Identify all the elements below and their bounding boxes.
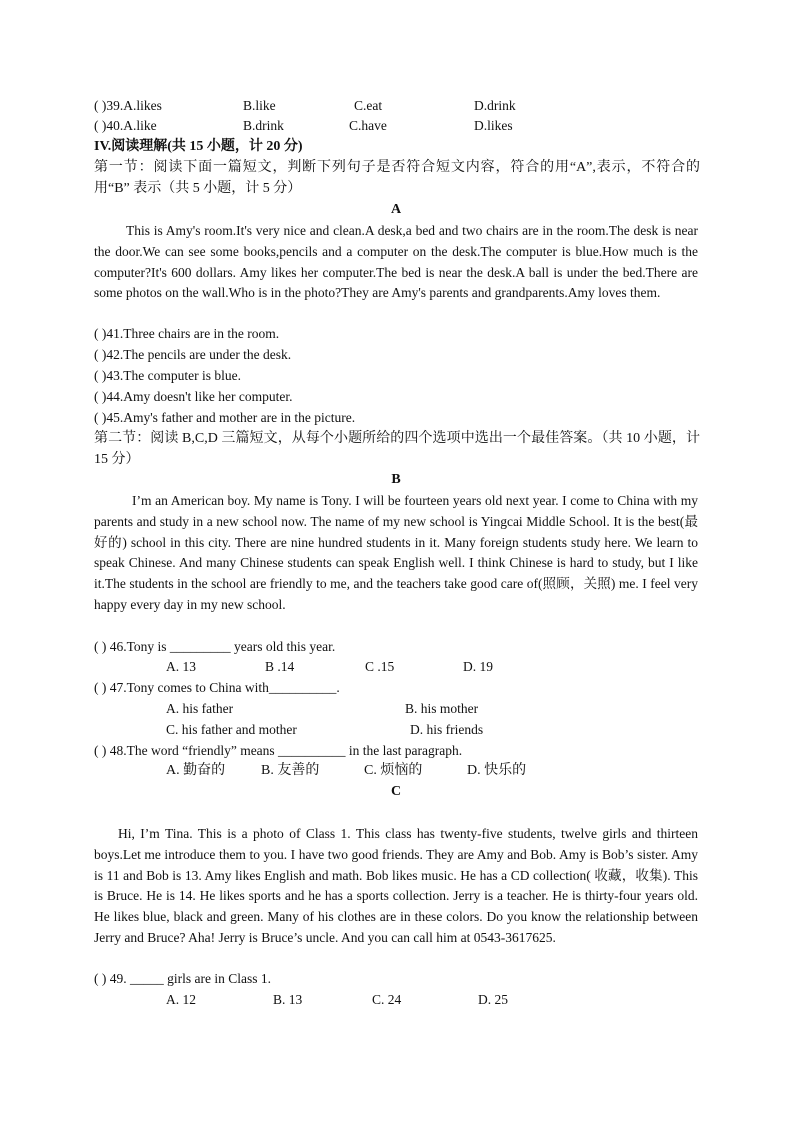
passage-c-label: C bbox=[390, 784, 402, 799]
q49-option-a: A. 12 bbox=[166, 992, 196, 1007]
passage-b-text bbox=[94, 491, 698, 616]
q47-option-d: D. his friends bbox=[410, 722, 484, 737]
section-iv-title: IV.阅读理解(共 15 小题，计 20 分) bbox=[94, 139, 303, 154]
q46-option-d: D. 19 bbox=[463, 659, 493, 674]
question-45: ( )45.Amy's father and mother are in the picture. bbox=[94, 410, 356, 425]
q47-option-b: B. his mother bbox=[405, 701, 479, 716]
q49-option-d: D. 25 bbox=[478, 992, 508, 1007]
passage-a-text bbox=[94, 221, 698, 304]
passage-c-text bbox=[94, 824, 698, 949]
question-40 bbox=[94, 116, 157, 136]
part1-instructions: 第一节：阅读下面一篇短文，判断下列句子是否符合短文内容，符合的用“A”,表示，不符合的用“B” 表示（共 5 小题，计 5 分） bbox=[94, 160, 700, 196]
q49-option-b: B. 13 bbox=[273, 992, 303, 1007]
question-46: ( ) 46.Tony is _________ years old this year. bbox=[94, 639, 336, 654]
q48-option-c: C. 烦恼的 bbox=[364, 763, 423, 778]
q40-stem-option-a: ( )40.A.like bbox=[94, 118, 157, 133]
q40-option-d: D.likes bbox=[474, 118, 513, 133]
q47-option-a: A. his father bbox=[166, 701, 234, 716]
q48-option-a: A. 勤奋的 bbox=[166, 763, 226, 778]
q46-option-b: B .14 bbox=[265, 659, 295, 674]
question-43: ( )43.The computer is blue. bbox=[94, 368, 241, 383]
question-42: ( )42.The pencils are under the desk. bbox=[94, 347, 292, 362]
q39-stem-option-a: ( )39.A.likes bbox=[94, 98, 162, 113]
q40-option-b: B.drink bbox=[243, 118, 284, 133]
passage-a-label: A bbox=[390, 202, 402, 217]
question-41: ( )41.Three chairs are in the room. bbox=[94, 326, 280, 341]
q47-option-c: C. his father and mother bbox=[166, 722, 297, 737]
question-47: ( ) 47.Tony comes to China with__________. bbox=[94, 680, 340, 695]
passage-b-body: I’m an American boy. My name is Tony. I will be fourteen years old next year. I come to China with my parents and study in a new school now. The name of my new school is Yingcai Middle School. It is the best(最好的) school in this city. There are nine hundred students in it. Many foreign students study here. We learn to speak Chinese. And many Chinese students can speak English well. I think Chinese is hard to study, but I like it.The students in the school are friendly to me, and the teachers take good care of(照顾，关照) me. I feel very happy every day in my new school. bbox=[94, 493, 698, 612]
q39-option-b: B.like bbox=[243, 98, 276, 113]
part2-instructions: 第二节：阅读 B,C,D 三篇短文，从每个小题所给的四个选项中选出一个最佳答案。（共 10 小题，计 15 分） bbox=[94, 431, 700, 467]
passage-c-body: Hi, I’m Tina. This is a photo of Class 1. This class has twenty-five students, twelve girls and thirteen boys.Let me introduce them to you. I have two good friends. They are Amy and Bob. Amy is Bob’s sister. Amy is 11 and Bob is 13. Amy likes English and math. Bob likes music. He has a CD collection( 收藏，收集). This is Bruce. He is 14. He likes sports and he has a sports collection. Jerry is a teacher. He is thirty-four years old. He likes blue, black and green. Many of his clothes are in these colors. Do you know the relationship between Jerry and Bruce? Aha! Jerry is Bruce’s uncle. And you can call him at 0543-3617625. bbox=[94, 826, 698, 945]
q40-option-c: C.have bbox=[349, 118, 387, 133]
q49-option-c: C. 24 bbox=[372, 992, 402, 1007]
q46-option-a: A. 13 bbox=[166, 659, 196, 674]
question-44: ( )44.Amy doesn't like her computer. bbox=[94, 389, 293, 404]
question-39 bbox=[94, 96, 162, 116]
passage-a-body: This is Amy's room.It's very nice and clean.A desk,a bed and two chairs are in the room.The desk is near the door.We can see some books,pencils and a computer on the desk.The computer is blue.How much is the computer?It's 600 dollars. Amy likes her computer.The bed is near the desk.A ball is under the bed.There are some photos on the wall.Who is in the photo?They are Amy's parents and grandparents.Amy loves them. bbox=[94, 223, 698, 301]
question-48: ( ) 48.The word “friendly” means __________ in the last paragraph. bbox=[94, 743, 463, 758]
q39-option-c: C.eat bbox=[354, 98, 383, 113]
question-49: ( ) 49. _____ girls are in Class 1. bbox=[94, 971, 271, 986]
passage-b-label: B bbox=[391, 472, 401, 487]
q48-option-d: D. 快乐的 bbox=[467, 763, 527, 778]
q39-option-d: D.drink bbox=[474, 98, 516, 113]
q48-option-b: B. 友善的 bbox=[261, 763, 320, 778]
q46-option-c: C .15 bbox=[365, 659, 395, 674]
